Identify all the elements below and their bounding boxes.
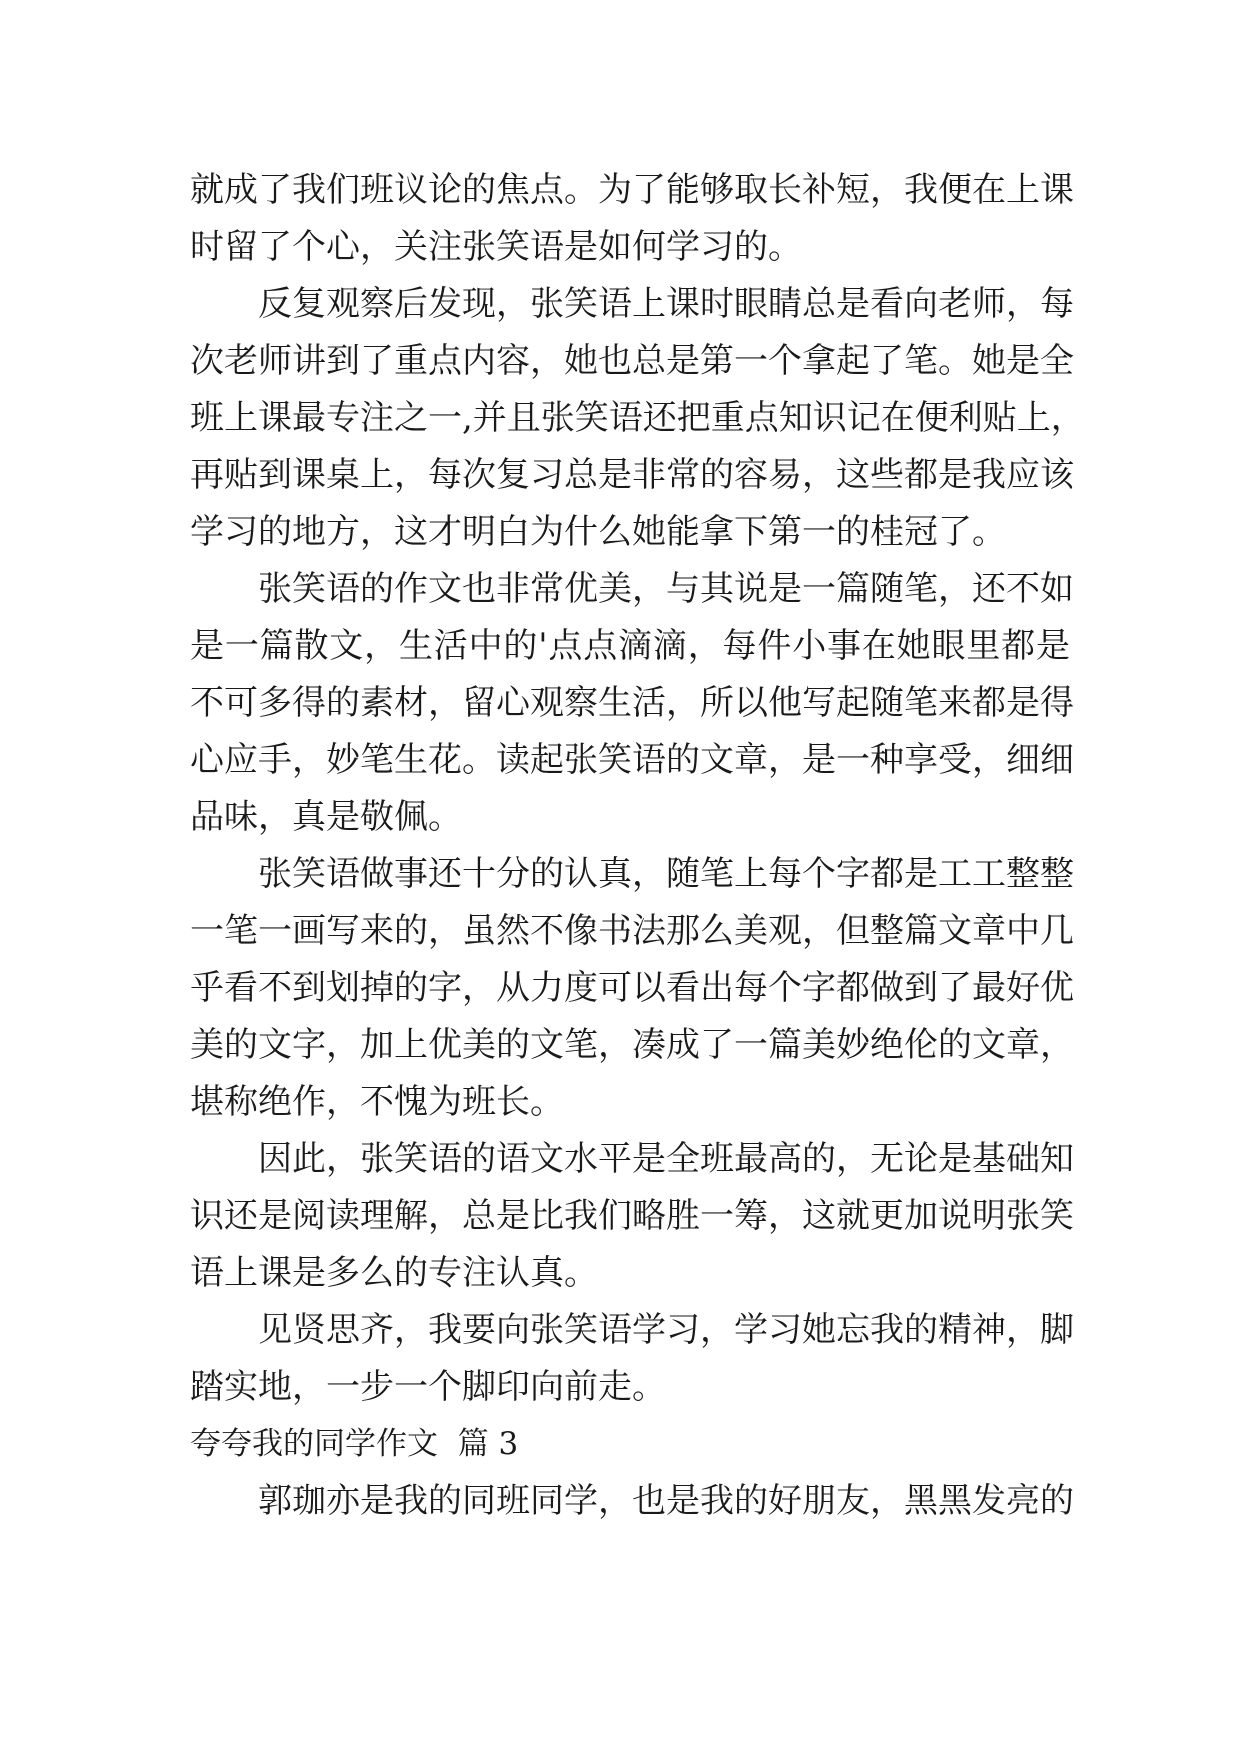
text-line: 就成了我们班议论的焦点。为了能够取长补短，我便在上课 [190,170,1074,210]
text-line: 是一篇散文，生活中的'点点滴滴，每件小事在她眼里都是 [190,626,1070,666]
text-line: 不可多得的素材，留心观察生活，所以他写起随笔来都是得 [190,683,1074,723]
text-line: 班上课最专注之一,并且张笑语还把重点知识记在便利贴上， [190,398,1085,438]
paragraph-first-line: 张笑语做事还十分的认真，随笔上每个字都是工工整整 [258,854,1074,894]
text-line: 学习的地方，这才明白为什么她能拿下第一的桂冠了。 [190,512,1006,552]
text-line: 再贴到课桌上，每次复习总是非常的容易，这些都是我应该 [190,455,1074,495]
section-heading: 夸夸我的同学作文 篇 3 [190,1426,519,1462]
paragraph-first-line: 郭珈亦是我的同班同学，也是我的好朋友，黑黑发亮的 [258,1481,1074,1521]
text-line: 品味，真是敬佩。 [190,797,462,837]
text-line: 时留了个心，关注张笑语是如何学习的。 [190,227,802,267]
text-line: 心应手，妙笔生花。读起张笑语的文章，是一种享受，细细 [190,740,1074,780]
paragraph-first-line: 因此，张笑语的语文水平是全班最高的，无论是基础知 [258,1139,1074,1179]
text-line: 识还是阅读理解，总是比我们略胜一筹，这就更加说明张笑 [190,1196,1074,1236]
paragraph-first-line: 反复观察后发现，张笑语上课时眼睛总是看向老师，每 [258,284,1074,324]
text-line: 美的文字，加上优美的文笔，凑成了一篇美妙绝伦的文章， [190,1025,1074,1065]
text-line: 次老师讲到了重点内容，她也总是第一个拿起了笔。她是全 [190,341,1074,381]
paragraph-first-line: 见贤思齐，我要向张笑语学习，学习她忘我的精神，脚 [258,1310,1074,1350]
text-line: 语上课是多么的专注认真。 [190,1253,598,1293]
text-line: 一笔一画写来的，虽然不像书法那么美观，但整篇文章中几 [190,911,1074,951]
text-line: 踏实地，一步一个脚印向前走。 [190,1367,666,1407]
paragraph-first-line: 张笑语的作文也非常优美，与其说是一篇随笔，还不如 [258,569,1074,609]
text-line: 堪称绝作，不愧为班长。 [190,1082,564,1122]
text-line: 乎看不到划掉的字，从力度可以看出每个字都做到了最好优 [190,968,1074,1008]
